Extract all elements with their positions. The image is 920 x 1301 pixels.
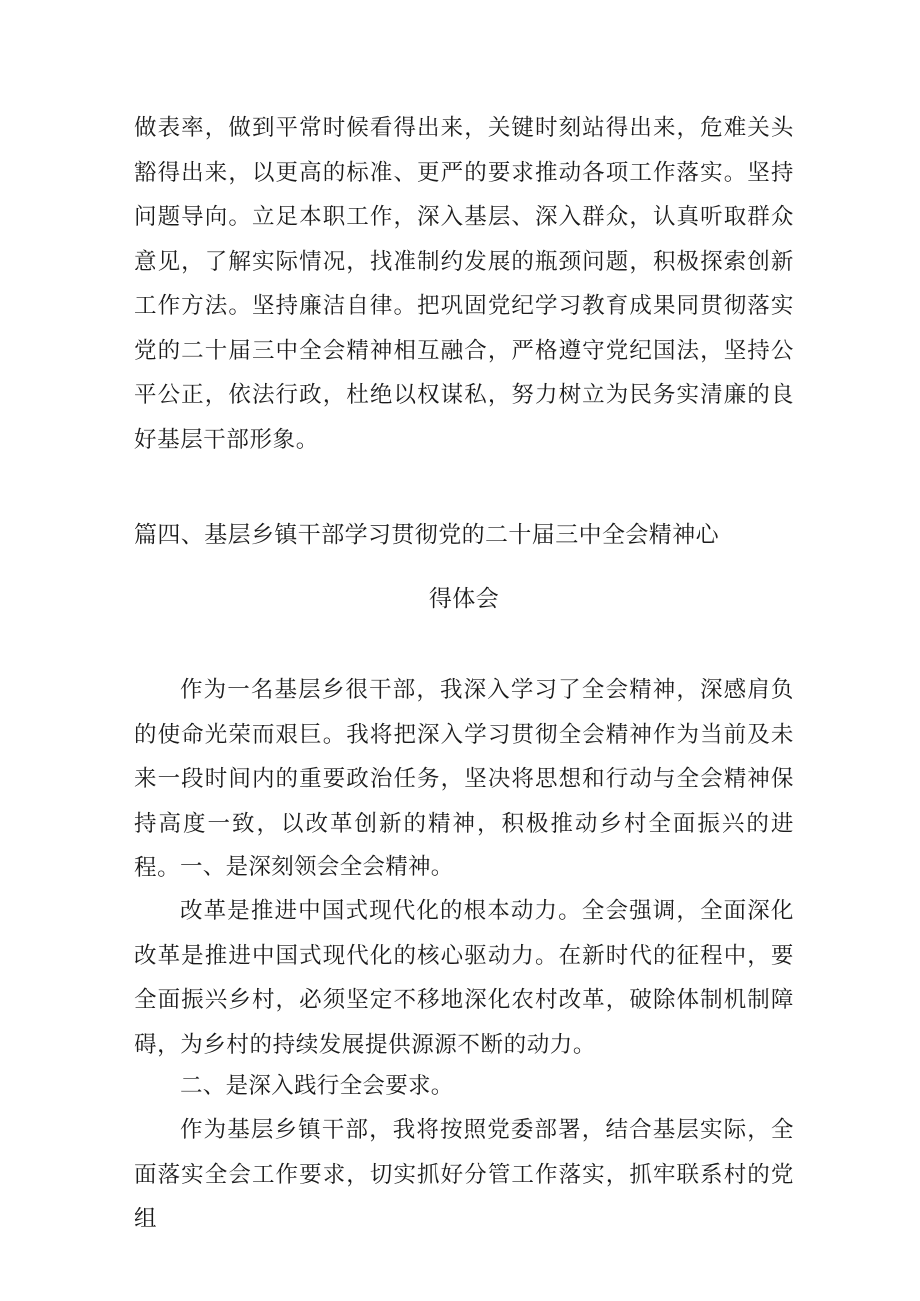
paragraph-2: 作为基层乡镇干部，我将按照党委部署，结合基层实际，全面落实全会工作要求，切实抓好分管工作落实，抓牢联系村的党组 bbox=[134, 1117, 794, 1232]
section-title-line-2: 得体会 bbox=[428, 586, 500, 612]
paragraph-1: 改革是推进中国式现代化的根本动力。全会强调，全面深化改革是推进中国式现代化的核心驱动力。在新时代的征程中，要全面振兴乡村，必须坚定不移地深化农村改革，破除体制机制障碍，为乡村的持续发展提供源源不断的动力。 bbox=[134, 898, 794, 1058]
section-title-line-1: 篇四、基层乡镇干部学习贯彻党的二十届三中全会精神心 bbox=[134, 522, 719, 548]
intro-paragraph: 作为一名基层乡很干部，我深入学习了全会精神，深感肩负的使命光荣而艰巨。我将把深入学习贯彻全会精神作为当前及未来一段时间内的重要政治任务，坚决将思想和行动与全会精神保持高度一致，以改革创新的精神，积极推动乡村全面振兴的进程。 bbox=[134, 677, 794, 881]
section-title bbox=[134, 503, 794, 631]
heading-1: 一、是深刻领会全会精神。 bbox=[180, 854, 454, 880]
heading-2: 二、是深入践行全会要求。 bbox=[180, 1073, 454, 1099]
continuation-paragraph: 做表率，做到平常时候看得出来，关键时刻站得出来，危难关头豁得出来，以更高的标准、更严的要求推动各项工作落实。坚持问题导向。立足本职工作，深入基层、深入群众，认真听取群众意见，了解实际情况，找准制约发展的瓶颈问题，积极探索创新工作方法。坚持廉洁自律。把巩固党纪学习教育成果同贯彻落实党的二十届三中全会精神相互融合，严格遵守党纪国法，坚持公平公正，依法行政，杜绝以权谋私，努力树立为民务实清廉的良好基层干部形象。 bbox=[134, 115, 794, 453]
